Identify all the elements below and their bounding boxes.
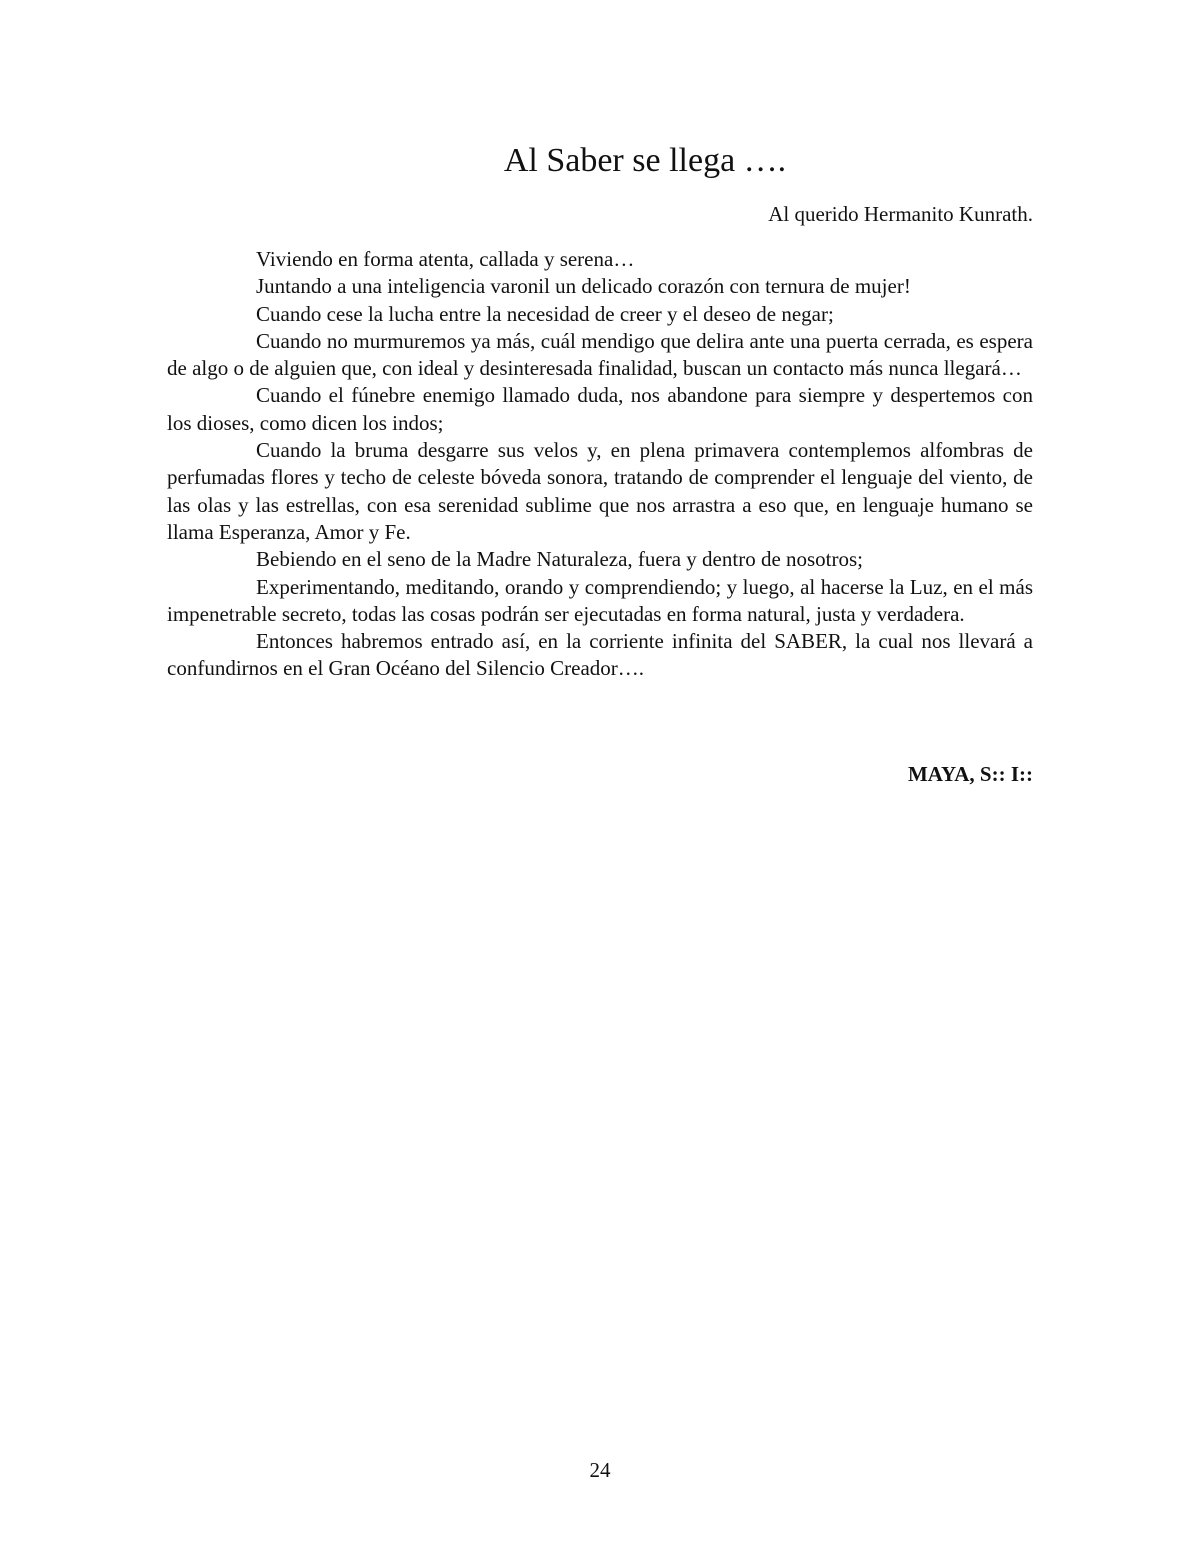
page-number: 24	[589, 1458, 611, 1482]
body-text	[167, 246, 1033, 683]
paragraph: Cuando el fúnebre enemigo llamado duda, nos abandone para siempre y despertemos con los dioses, como dicen los indos;	[167, 383, 1033, 435]
paragraph: Cuando cese la lucha entre la necesidad de creer y el deseo de negar;	[256, 301, 834, 326]
paragraph: Experimentando, meditando, orando y comprendiendo; y luego, al hacerse la Luz, en el más impenetrable secreto, todas las cosas podrán ser ejecutadas en forma natural, justa y verdadera.	[167, 574, 1033, 626]
paragraph: Cuando la bruma desgarre sus velos y, en plena primavera contemplemos alfombras de perfumadas flores y techo de celeste bóveda sonora, tratando de comprender el lenguaje del viento, de las olas y las estrellas, con esa serenidad sublime que nos arrastra a eso que, en lenguaje humano se llama Esperanza, Amor y Fe.	[167, 438, 1033, 544]
signature: MAYA, S:: I::	[907, 762, 1033, 786]
paragraph: Entonces habremos entrado así, en la corriente infinita del SABER, la cual nos llevará a confundirnos en el Gran Océano del Silencio Creador….	[167, 629, 1033, 681]
dedication: Al querido Hermanito Kunrath.	[768, 202, 1033, 226]
paragraph: Cuando no murmuremos ya más, cuál mendigo que delira ante una puerta cerrada, es espera de algo o de alguien que, con ideal y desinteresada finalidad, buscan un contacto más nunca llegará…	[167, 328, 1033, 381]
paragraph: Bebiendo en el seno de la Madre Naturaleza, fuera y dentro de nosotros;	[256, 547, 864, 572]
page-title: Al Saber se llega ….	[503, 142, 787, 179]
paragraph: Viviendo en forma atenta, callada y serena…	[256, 247, 635, 271]
paragraph: Juntando a una inteligencia varonil un delicado corazón con ternura de mujer!	[256, 274, 911, 299]
